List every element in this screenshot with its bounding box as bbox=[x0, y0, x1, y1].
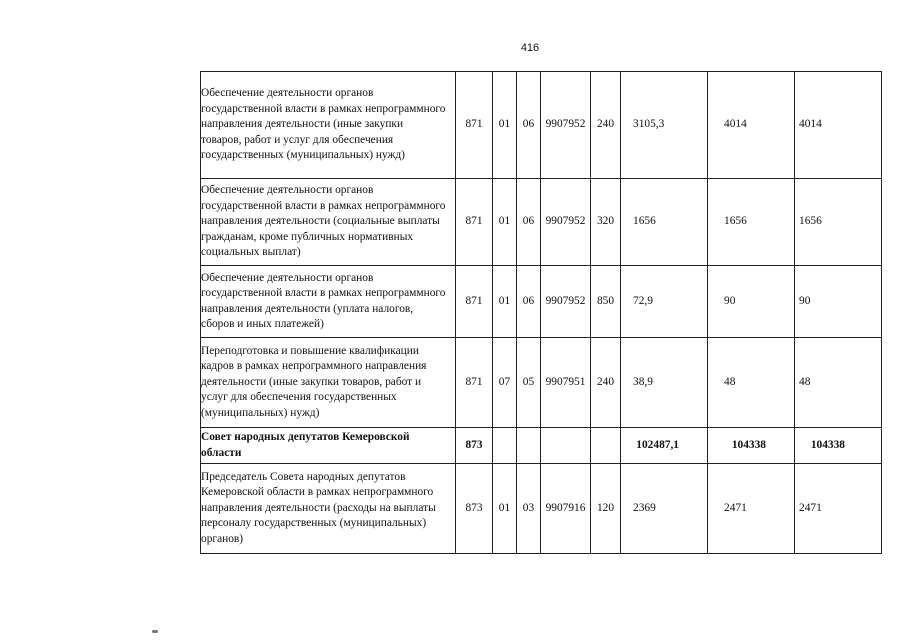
amount-2: 4014 bbox=[708, 72, 795, 179]
expense-description bbox=[201, 338, 456, 428]
description-line: персоналу государственных (муниципальных) bbox=[201, 517, 427, 530]
section-code: 01 bbox=[493, 266, 517, 338]
subsection-code: 06 bbox=[517, 266, 541, 338]
section-code: 07 bbox=[493, 338, 517, 428]
expense-description bbox=[201, 266, 456, 338]
amount-2: 104338 bbox=[708, 428, 795, 464]
description-line: Председатель Совета народных депутатов bbox=[201, 470, 406, 483]
expense-type-code bbox=[591, 428, 621, 464]
target-article-code: 9907951 bbox=[541, 338, 591, 428]
description-line: направления деятельности (иные закупки bbox=[201, 118, 404, 131]
table-row-organization-total bbox=[201, 428, 882, 464]
description-line: государственных (муниципальных) нужд) bbox=[201, 149, 405, 162]
description-line: гражданам, кроме публичных нормативных bbox=[201, 230, 414, 243]
table-row bbox=[201, 266, 882, 338]
amount-3: 2471 bbox=[795, 464, 882, 554]
expense-type-code: 120 bbox=[591, 464, 621, 554]
amount-1: 3105,3 bbox=[621, 72, 708, 179]
amount-1: 102487,1 bbox=[621, 428, 708, 464]
amount-1: 72,9 bbox=[621, 266, 708, 338]
amount-2: 2471 bbox=[708, 464, 795, 554]
target-article-code: 9907952 bbox=[541, 72, 591, 179]
description-line: Совет народных депутатов Кемеровской bbox=[201, 431, 410, 444]
expense-description bbox=[201, 464, 456, 554]
description-line: сборов и иных платежей) bbox=[201, 317, 324, 330]
page-number: 416 bbox=[520, 42, 540, 54]
subsection-code: 05 bbox=[517, 338, 541, 428]
amount-1: 1656 bbox=[621, 179, 708, 266]
amount-3: 4014 bbox=[795, 72, 882, 179]
target-article-code: 9907952 bbox=[541, 179, 591, 266]
amount-3: 104338 bbox=[795, 428, 882, 464]
amount-3: 90 bbox=[795, 266, 882, 338]
admin-code: 873 bbox=[456, 464, 493, 554]
expense-type-code: 240 bbox=[591, 338, 621, 428]
expense-type-code: 320 bbox=[591, 179, 621, 266]
amount-2: 90 bbox=[708, 266, 795, 338]
admin-code: 871 bbox=[456, 266, 493, 338]
admin-code: 871 bbox=[456, 72, 493, 179]
amount-1: 38,9 bbox=[621, 338, 708, 428]
description-line: деятельности (иные закупки товаров, работ и bbox=[201, 375, 422, 388]
organization-name bbox=[201, 428, 456, 464]
description-line: Обеспечение деятельности органов bbox=[201, 184, 374, 197]
description-line: услуг для обеспечения государственных bbox=[201, 391, 397, 404]
subsection-code bbox=[517, 428, 541, 464]
section-code: 01 bbox=[493, 464, 517, 554]
target-article-code: 9907952 bbox=[541, 266, 591, 338]
description-line: Обеспечение деятельности органов bbox=[201, 87, 374, 100]
amount-2: 1656 bbox=[708, 179, 795, 266]
expense-type-code: 240 bbox=[591, 72, 621, 179]
table-row bbox=[201, 464, 882, 554]
target-article-code: 9907916 bbox=[541, 464, 591, 554]
amount-2: 48 bbox=[708, 338, 795, 428]
target-article-code bbox=[541, 428, 591, 464]
section-code: 01 bbox=[493, 179, 517, 266]
expense-type-code: 850 bbox=[591, 266, 621, 338]
description-line: Обеспечение деятельности органов bbox=[201, 271, 374, 284]
description-line: органов) bbox=[201, 532, 244, 545]
description-line: направления деятельности (расходы на выплаты bbox=[201, 501, 436, 514]
subsection-code: 03 bbox=[517, 464, 541, 554]
description-line: товаров, работ и услуг для обеспечения bbox=[201, 133, 394, 146]
expense-description bbox=[201, 72, 456, 179]
table-row bbox=[201, 72, 882, 179]
description-line: (муниципальных) нужд) bbox=[201, 406, 320, 419]
scan-speck bbox=[152, 630, 158, 633]
description-line: государственной власти в рамках непрограммного bbox=[201, 287, 446, 300]
section-code: 01 bbox=[493, 72, 517, 179]
description-line: социальных выплат) bbox=[201, 246, 301, 259]
amount-3: 48 bbox=[795, 338, 882, 428]
admin-code: 871 bbox=[456, 338, 493, 428]
budget-table bbox=[200, 71, 882, 554]
admin-code: 871 bbox=[456, 179, 493, 266]
description-line: государственной власти в рамках непрограммного bbox=[201, 102, 446, 115]
admin-code: 873 bbox=[456, 428, 493, 464]
section-code bbox=[493, 428, 517, 464]
table-row bbox=[201, 179, 882, 266]
subsection-code: 06 bbox=[517, 179, 541, 266]
description-line: области bbox=[201, 446, 242, 459]
description-line: направления деятельности (уплата налогов, bbox=[201, 302, 414, 315]
amount-1: 2369 bbox=[621, 464, 708, 554]
description-line: Переподготовка и повышение квалификации bbox=[201, 344, 419, 357]
description-line: направления деятельности (социальные выплаты bbox=[201, 215, 440, 228]
description-line: государственной власти в рамках непрограммного bbox=[201, 199, 446, 212]
subsection-code: 06 bbox=[517, 72, 541, 179]
description-line: кадров в рамках непрограммного направления bbox=[201, 360, 427, 373]
expense-description bbox=[201, 179, 456, 266]
amount-3: 1656 bbox=[795, 179, 882, 266]
description-line: Кемеровской области в рамках непрограммного bbox=[201, 486, 434, 499]
table-row bbox=[201, 338, 882, 428]
